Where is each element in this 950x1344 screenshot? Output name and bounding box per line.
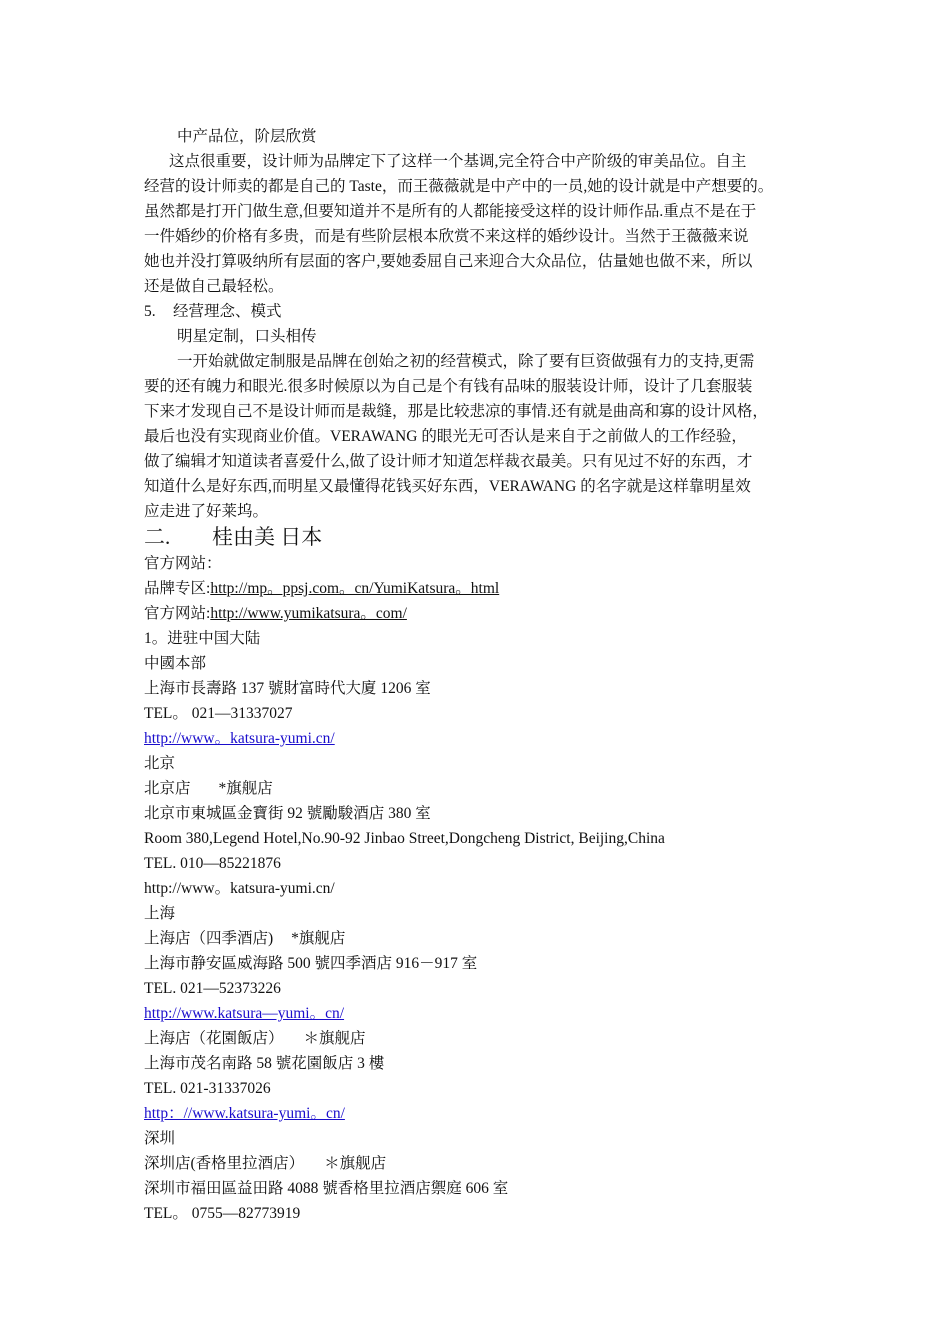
section-number: 5. [144,303,156,320]
beijing-address: 北京市東城區金寶街 92 號勵駿酒店 380 室 [144,805,431,822]
china-heading: 1。进驻中国大陆 [144,630,261,647]
beijing-url: http://www。katsura-yumi.cn/ [144,880,335,897]
heading-level-2 [144,524,820,551]
flagship-tag: *旗舰店 [218,780,273,797]
hq-tel: TEL。 021—31337027 [144,705,293,722]
paragraph-line: 应走进了好莱坞。 [144,503,269,520]
official-site-link[interactable]: http://www.yumikatsura。com/ [210,605,407,622]
paragraph-line: 这点很重要，设计师为品牌定下了这样一个基调,完全符合中产阶级的审美品位。自主 [169,153,747,170]
store-name: 上海店（花園飯店） [144,1030,284,1047]
shanghai-store2-address: 上海市茂名南路 58 號花園飯店 3 樓 [144,1055,385,1072]
hq-label: 中國本部 [144,655,207,672]
flagship-tag: ＊旗舰店 [303,1030,366,1047]
beijing-tel: TEL. 010—85221876 [144,855,281,872]
section-subtitle: 中产品位，阶层欣赏 [177,128,317,145]
hq-url-line [144,726,820,751]
shanghai-store2-url-line [144,1101,820,1126]
paragraph-line: 下来才发现自己不是设计师而是裁缝，那是比较悲凉的事情.还有就是曲高和寡的设计风格， [144,403,768,420]
paragraph-line: 她也并没打算吸纳所有层面的客户,要她委屈自己来迎合大众品位，估量她也做不来，所以 [144,253,753,270]
paragraph-line: 知道什么是好东西,而明星又最懂得花钱买好东西，VERAWANG 的名字就是这样靠明星效 [144,478,751,495]
official-site-url-label: 官方网站: [144,605,211,622]
hq-link[interactable]: http://www。katsura-yumi.cn/ [144,730,335,747]
paragraph-line: 还是做自己最轻松。 [144,278,284,295]
paragraph-line: 虽然都是打开门做生意,但要知道并不是所有的人都能接受这样的设计师作品.重点不是在于 [144,203,757,220]
section-title: 经营理念、模式 [173,303,282,320]
shanghai-store2-line [144,1026,820,1051]
store-name: 北京店 [144,780,191,797]
shanghai-store2-link[interactable]: http：//www.katsura-yumi。cn/ [144,1105,345,1122]
official-site-line [144,601,820,626]
shenzhen-store-line [144,1151,820,1176]
flagship-tag: ＊旗舰店 [324,1155,387,1172]
document-body [144,124,820,1226]
heading-number: 二. [144,525,171,549]
paragraph-line: 一开始就做定制服是品牌在创始之初的经营模式，除了要有巨资做强有力的支持,更需 [177,353,755,370]
flagship-tag: *旗舰店 [291,930,346,947]
paragraph-line: 一件婚纱的价格有多贵，而是有些阶层根本欣赏不来这样的婚纱设计。当然于王薇薇来说 [144,228,749,245]
shenzhen-tel: TEL。 0755—82773919 [144,1205,301,1222]
city-shenzhen: 深圳 [144,1130,176,1147]
shanghai-store1-address: 上海市静安區威海路 500 號四季酒店 916－917 室 [144,955,478,972]
paragraph-line: 要的还有魄力和眼光.很多时候原以为自己是个有钱有品味的服装设计师，设计了几套服装 [144,378,753,395]
section-heading [144,299,820,324]
paragraph-line: 最后也没有实现商业价值。VERAWANG 的眼光无可否认是来自于之前做人的工作经验， [144,428,747,445]
shanghai-store1-link[interactable]: http://www.katsura—yumi。cn/ [144,1005,345,1022]
shanghai-store1-url-line [144,1001,820,1026]
paragraph-line: 做了编辑才知道读者喜爱什么,做了设计师才知道怎样裁衣最美。只有见过不好的东西，才 [144,453,753,470]
official-site-label: 官方网站： [144,555,222,572]
beijing-address-en: Room 380,Legend Hotel,No.90-92 Jinbao Street,Dongcheng District, Beijing,China [144,830,665,847]
city-beijing: 北京 [144,755,176,772]
hq-address: 上海市長壽路 137 號財富時代大廈 1206 室 [144,680,431,697]
shanghai-store2-tel: TEL. 021-31337026 [144,1080,271,1097]
shanghai-store1-tel: TEL. 021—52373226 [144,980,281,997]
heading-title: 桂由美 日本 [212,525,323,549]
section-subtitle: 明星定制，口头相传 [177,328,317,345]
shanghai-store1-line [144,926,820,951]
store-name: 上海店（四季酒店) [144,930,274,947]
store-name: 深圳店(香格里拉酒店） [144,1155,305,1172]
shenzhen-address: 深圳市福田區益田路 4088 號香格里拉酒店禦庭 606 室 [144,1180,509,1197]
brand-zone-line [144,576,820,601]
beijing-store-line [144,776,820,801]
city-shanghai: 上海 [144,905,176,922]
brand-zone-link[interactable]: http://mp。ppsj.com。cn/YumiKatsura。html [210,580,500,597]
brand-zone-label: 品牌专区: [144,580,211,597]
paragraph-line: 经营的设计师卖的都是自己的 Taste，而王薇薇就是中产中的一员,她的设计就是中产想要的。 [144,178,774,195]
